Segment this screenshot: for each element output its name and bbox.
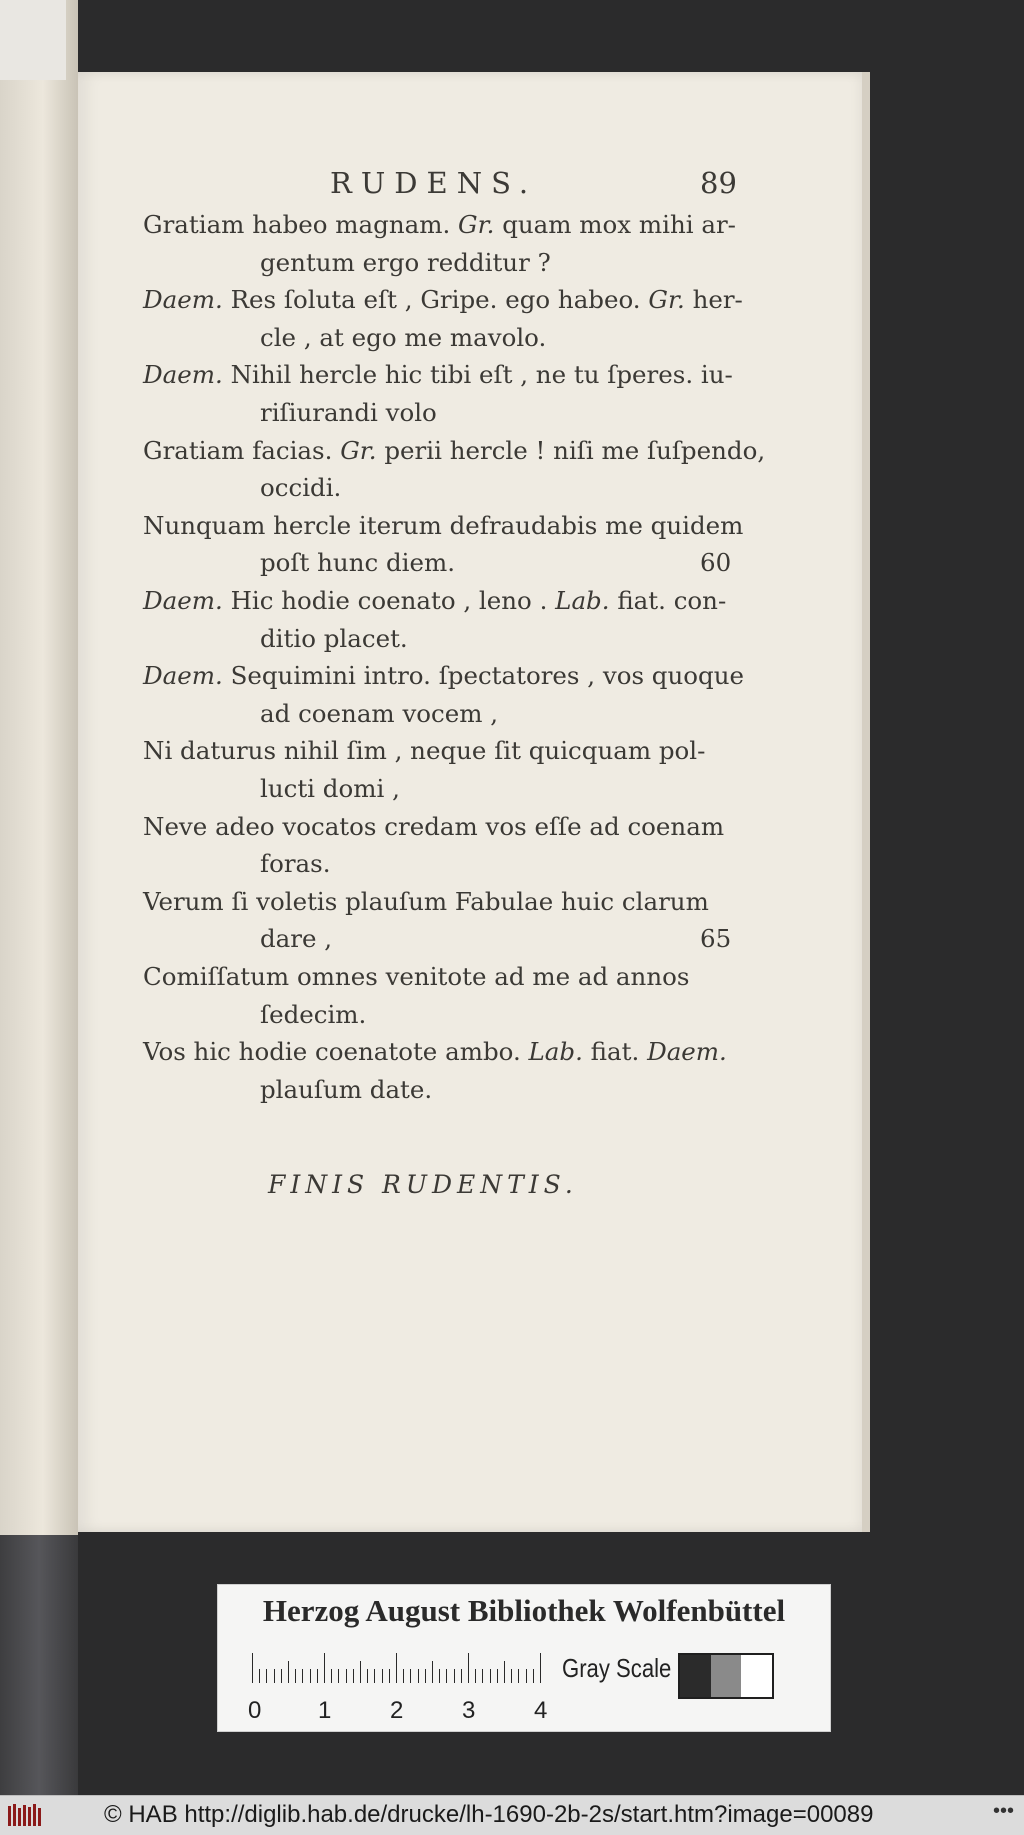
- verse-number: 60: [700, 548, 732, 578]
- line-text: Gratiam habeo magnam.: [143, 210, 459, 239]
- speaker-name: Gr.: [458, 210, 495, 239]
- line-text: poſt hunc diem.: [260, 548, 456, 578]
- text-line: [143, 586, 726, 615]
- ruler-tick: [410, 1669, 411, 1683]
- line-text: occidi.: [260, 473, 342, 503]
- line-text: Nunquam hercle iterum defraudabis me quidem: [143, 510, 744, 540]
- line-text: Res ſoluta eſt , Gripe. ego habeo.: [222, 285, 649, 315]
- line-text: fiat. con-: [609, 586, 727, 615]
- line-text: ad coenam vocem ,: [260, 698, 499, 728]
- speaker-name: Lab.: [555, 586, 610, 615]
- line-text: Neve adeo vocatos credam vos eſſe ad coenam: [143, 811, 725, 841]
- text-line: [143, 736, 705, 765]
- text-line: [143, 812, 724, 841]
- gray-scale-swatch: [678, 1653, 774, 1699]
- background-top-left: [0, 0, 66, 80]
- ruler-tick: [418, 1669, 419, 1683]
- text-line: [260, 473, 341, 502]
- ruler-number: 1: [318, 1697, 332, 1724]
- line-text: Hic hodie coenato , leno .: [222, 586, 556, 615]
- ruler-tick: [302, 1669, 303, 1683]
- ruler-tick: [360, 1661, 361, 1683]
- line-text: foras.: [260, 849, 331, 879]
- speaker-name: Gr.: [648, 285, 685, 315]
- finis-line: FINIS RUDENTIS.: [268, 1170, 578, 1199]
- ruler-tick: [526, 1669, 527, 1683]
- page-number: 89: [700, 166, 737, 200]
- ruler-tick: [324, 1653, 325, 1683]
- speaker-name: Gr.: [340, 435, 377, 465]
- ruler-tick: [367, 1669, 368, 1683]
- ruler-tick: [533, 1669, 534, 1683]
- speaker-name: Daem.: [143, 661, 223, 691]
- calibration-card: [217, 1584, 831, 1732]
- ruler-tick: [403, 1669, 404, 1683]
- text-line: [143, 511, 743, 540]
- book-page: [78, 72, 868, 1532]
- more-menu-icon[interactable]: •••: [992, 1800, 1014, 1822]
- text-line: [143, 962, 689, 991]
- line-text: riſiurandi volo: [260, 398, 437, 427]
- copyright-url[interactable]: © HAB http://diglib.hab.de/drucke/lh-1690-2b-2s/start.htm?image=00089: [104, 1801, 874, 1828]
- text-line: [143, 436, 765, 465]
- ruler-tick: [432, 1661, 433, 1683]
- line-text: gentum ergo redditur ?: [260, 247, 551, 277]
- speaker-name: Daem.: [143, 360, 223, 390]
- text-line: [260, 699, 498, 728]
- library-name: Herzog August Bibliothek Wolfenbüttel: [262, 1593, 786, 1628]
- speaker-name: Daem.: [143, 285, 223, 315]
- gray-swatch-cell: [741, 1655, 772, 1697]
- ruler-tick: [425, 1669, 426, 1683]
- text-line: [260, 849, 331, 878]
- line-text: Ni daturus nihil ſim , neque ſit quicquam pol-: [143, 736, 706, 766]
- ruler-tick: [475, 1669, 476, 1683]
- text-line: [260, 548, 455, 577]
- text-line: [260, 1000, 366, 1029]
- line-text: Comiſſatum omnes venitote ad me ad annos: [143, 962, 690, 991]
- text-line: [260, 1075, 432, 1104]
- ruler-tick: [331, 1669, 332, 1683]
- gray-swatch-cell: [680, 1655, 711, 1697]
- line-text: dare ,: [260, 924, 333, 954]
- ruler-tick: [288, 1661, 289, 1683]
- line-text: fiat.: [582, 1037, 648, 1067]
- ruler-tick: [310, 1669, 311, 1683]
- ruler-number: 0: [248, 1697, 262, 1724]
- line-text: ditio placet.: [260, 623, 408, 653]
- ruler-tick: [439, 1669, 440, 1683]
- ruler-tick: [281, 1669, 282, 1683]
- line-text: Verum ſi voletis plauſum Fabulae huic clarum: [143, 886, 709, 916]
- ruler-tick: [252, 1653, 253, 1683]
- text-line: [143, 661, 744, 690]
- line-text: perii hercle ! niſi me ſuſpendo,: [376, 435, 766, 465]
- ruler-tick: [353, 1669, 354, 1683]
- ruler-tick: [266, 1669, 267, 1683]
- text-line: [260, 774, 400, 803]
- speaker-name: Daem.: [647, 1037, 727, 1067]
- ruler-tick: [389, 1669, 390, 1683]
- ruler-number: 3: [462, 1697, 476, 1724]
- speaker-name: Lab.: [528, 1037, 583, 1067]
- ruler-tick: [540, 1653, 541, 1683]
- ruler-tick: [497, 1669, 498, 1683]
- text-line: [143, 360, 733, 389]
- ruler-tick: [446, 1669, 447, 1683]
- ruler-tick: [468, 1653, 469, 1683]
- text-line: [260, 323, 546, 352]
- line-text: Gratiam facias.: [143, 435, 341, 465]
- line-text: Sequimini intro. ſpectatores , vos quoque: [222, 661, 744, 691]
- viewer-footer: [0, 1795, 1024, 1835]
- adjacent-page-edge: [0, 0, 78, 1795]
- text-line: [260, 248, 551, 277]
- line-text: her-: [684, 285, 743, 315]
- gray-scale-label: Gray Scale: [562, 1653, 672, 1683]
- page-edge: [862, 72, 870, 1532]
- line-text: lucti domi ,: [260, 774, 400, 803]
- ruler-tick: [317, 1669, 318, 1683]
- ruler-tick: [454, 1669, 455, 1683]
- text-line: [143, 887, 709, 916]
- hab-logo-icon: [6, 1802, 44, 1828]
- ruler-tick: [346, 1669, 347, 1683]
- text-line: [260, 924, 332, 953]
- ruler-tick: [274, 1669, 275, 1683]
- book-cover-edge: [0, 1535, 78, 1795]
- page-header: [78, 166, 868, 206]
- text-line: [143, 1037, 727, 1066]
- line-text: quam mox mihi ar-: [494, 210, 736, 239]
- ruler: [252, 1653, 542, 1683]
- ruler-tick: [259, 1669, 260, 1683]
- ruler-tick: [482, 1669, 483, 1683]
- line-text: Nihil hercle hic tibi eſt , ne tu ſperes. iu-: [222, 360, 733, 390]
- line-text: Vos hic hodie coenatote ambo.: [143, 1037, 529, 1067]
- ruler-number: 4: [534, 1697, 548, 1724]
- ruler-number: 2: [390, 1697, 404, 1724]
- text-line: [143, 210, 736, 239]
- ruler-tick: [504, 1661, 505, 1683]
- gray-swatch-cell: [711, 1655, 742, 1697]
- ruler-tick: [396, 1653, 397, 1683]
- ruler-tick: [518, 1669, 519, 1683]
- ruler-tick: [511, 1669, 512, 1683]
- line-text: ſedecim.: [260, 999, 367, 1029]
- ruler-tick: [461, 1669, 462, 1683]
- ruler-tick: [295, 1669, 296, 1683]
- text-line: [260, 624, 408, 653]
- ruler-tick: [382, 1669, 383, 1683]
- speaker-name: Daem.: [143, 586, 223, 615]
- line-text: cle , at ego me mavolo.: [260, 322, 547, 352]
- ruler-tick: [374, 1669, 375, 1683]
- line-text: plauſum date.: [260, 1074, 433, 1104]
- ruler-tick: [490, 1669, 491, 1683]
- verse-number: 65: [700, 924, 732, 954]
- running-head: RUDENS.: [330, 166, 538, 200]
- ruler-tick: [338, 1669, 339, 1683]
- text-line: [260, 398, 437, 427]
- text-line: [143, 285, 743, 314]
